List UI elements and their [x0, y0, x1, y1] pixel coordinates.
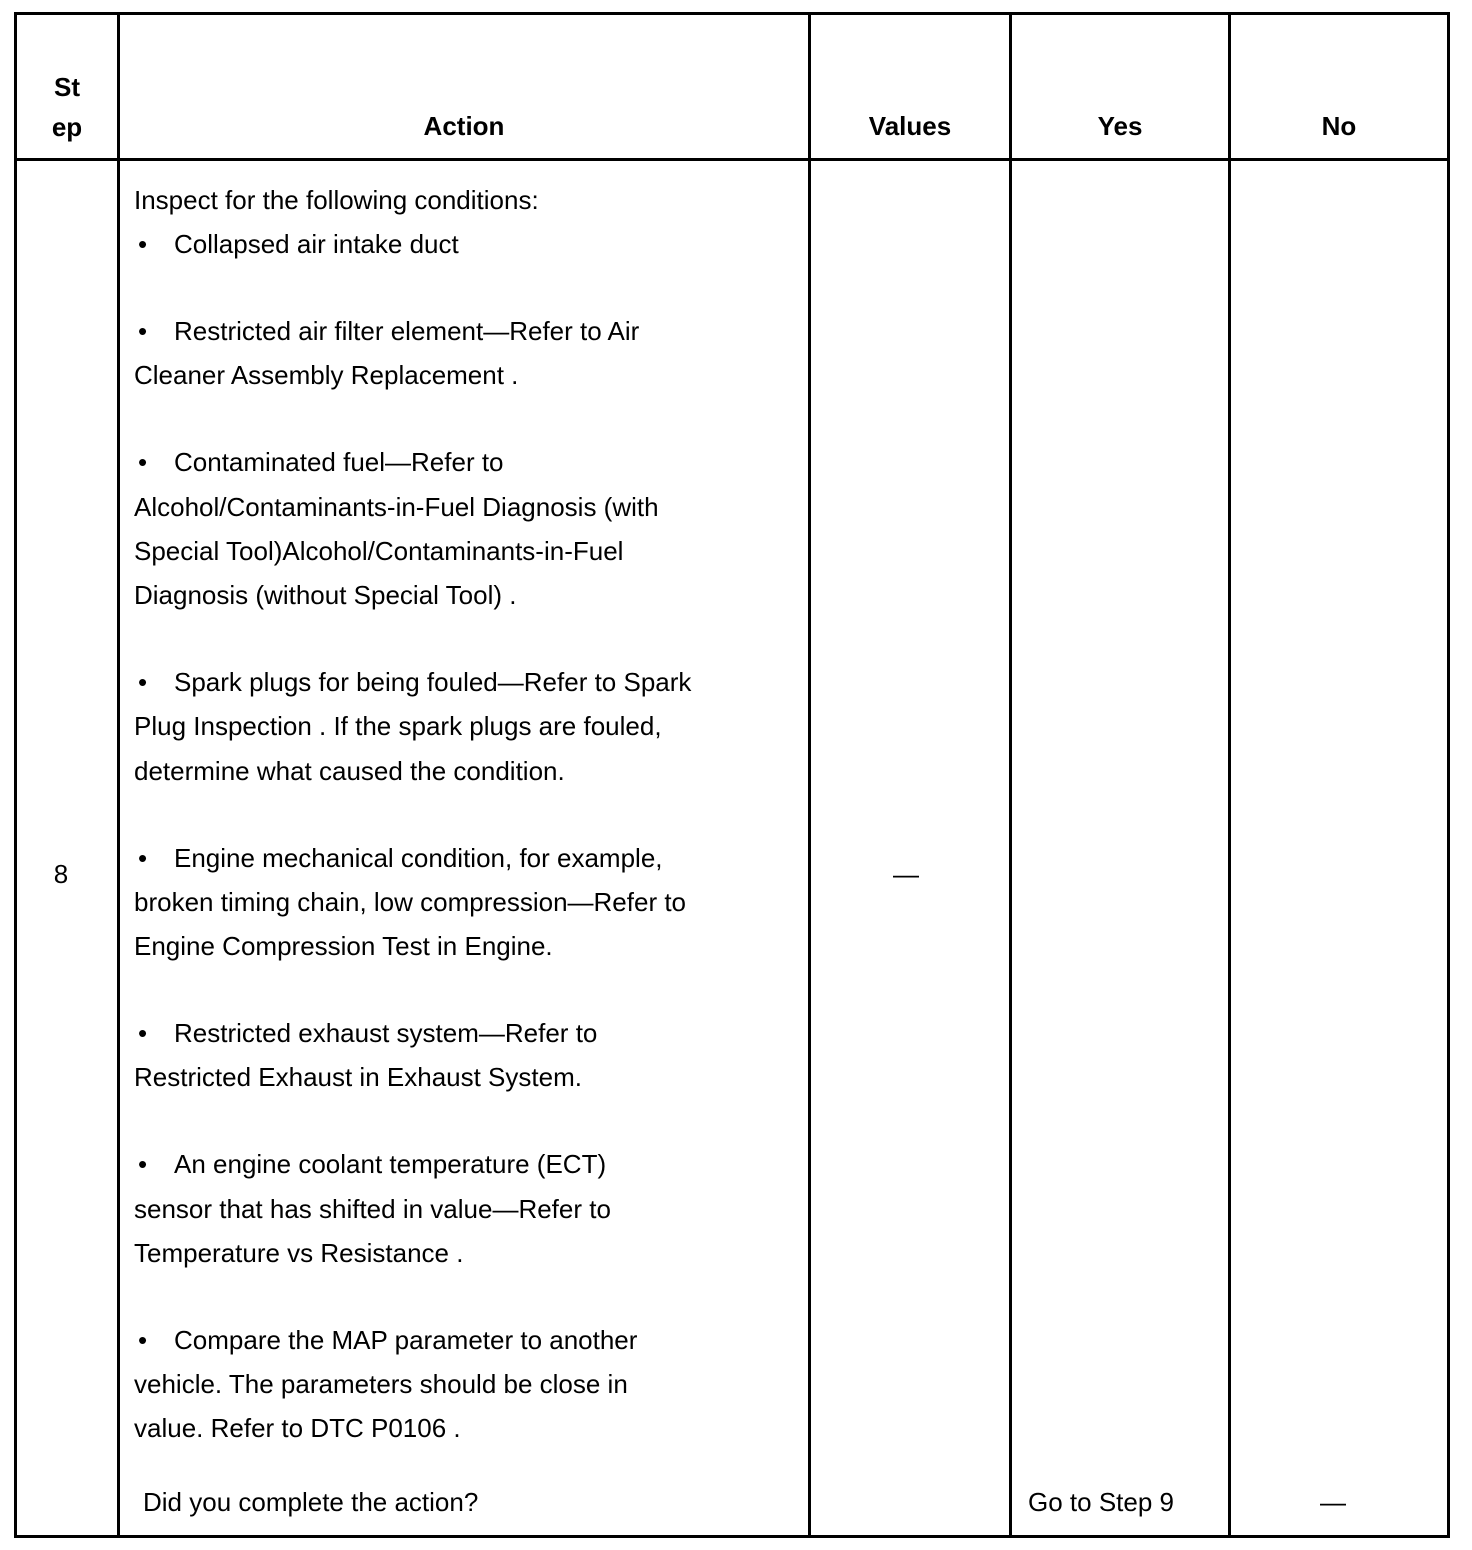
header-no: No	[1321, 111, 1357, 141]
condition-item	[134, 1011, 634, 1100]
values-cell: —	[893, 859, 919, 889]
condition-item	[134, 309, 694, 398]
condition-text: Contaminated fuel—Refer to Alcohol/Contaminants-in-Fuel Diagnosis (with Special Tool)Alcohol/Contaminants-in-Fuel Diagnosis (without Special Tool) .	[134, 447, 659, 611]
action-question: Did you complete the action?	[143, 1487, 479, 1517]
column-divider	[117, 15, 120, 1535]
condition-text: Compare the MAP parameter to another vehicle. The parameters should be close in value. Refer to DTC P0106 .	[134, 1324, 638, 1444]
yes-cell: Go to Step 9	[1028, 1487, 1174, 1517]
condition-text: An engine coolant temperature (ECT) sensor that has shifted in value—Refer to Temperature vs Resistance .	[134, 1149, 611, 1268]
condition-text: Engine mechanical condition, for example, broken timing chain, low compression—Refer to Engine Compression Test in Engine.	[134, 842, 687, 962]
condition-item	[134, 1142, 654, 1275]
action-cell	[134, 178, 734, 1451]
no-cell: —	[1320, 1487, 1346, 1517]
bullet-icon: •	[138, 1018, 148, 1049]
condition-text: Restricted exhaust system—Refer to Restricted Exhaust in Exhaust System.	[134, 1018, 598, 1093]
action-intro: Inspect for the following conditions:	[134, 185, 539, 215]
header-action: Action	[423, 111, 505, 141]
column-divider	[1228, 15, 1231, 1535]
bullet-icon: •	[138, 667, 148, 698]
condition-text: Collapsed air intake duct	[174, 229, 459, 260]
condition-item	[134, 660, 694, 793]
condition-text: Spark plugs for being fouled—Refer to Spark Plug Inspection . If the spark plugs are fouled, determine what caused the condition.	[134, 667, 692, 786]
condition-item	[134, 222, 734, 266]
header-divider	[17, 158, 1447, 161]
bullet-icon: •	[138, 447, 148, 478]
header-yes: Yes	[1097, 111, 1143, 141]
bullet-icon: •	[138, 842, 148, 873]
header-step-line2: ep	[51, 112, 83, 142]
condition-item	[134, 440, 704, 617]
bullet-icon: •	[138, 229, 148, 260]
header-step	[17, 67, 117, 147]
condition-item	[134, 836, 729, 969]
diagnostic-table	[14, 12, 1450, 1538]
column-divider	[1009, 15, 1012, 1535]
condition-item	[134, 1318, 674, 1451]
bullet-icon: •	[138, 1324, 148, 1355]
bullet-icon: •	[138, 316, 148, 347]
step-number: 8	[53, 859, 69, 889]
column-divider	[808, 15, 811, 1535]
header-step-line1: St	[54, 72, 80, 102]
header-values: Values	[868, 111, 952, 141]
bullet-icon: •	[138, 1149, 148, 1180]
condition-text: Restricted air filter element—Refer to Air Cleaner Assembly Replacement .	[134, 316, 640, 391]
